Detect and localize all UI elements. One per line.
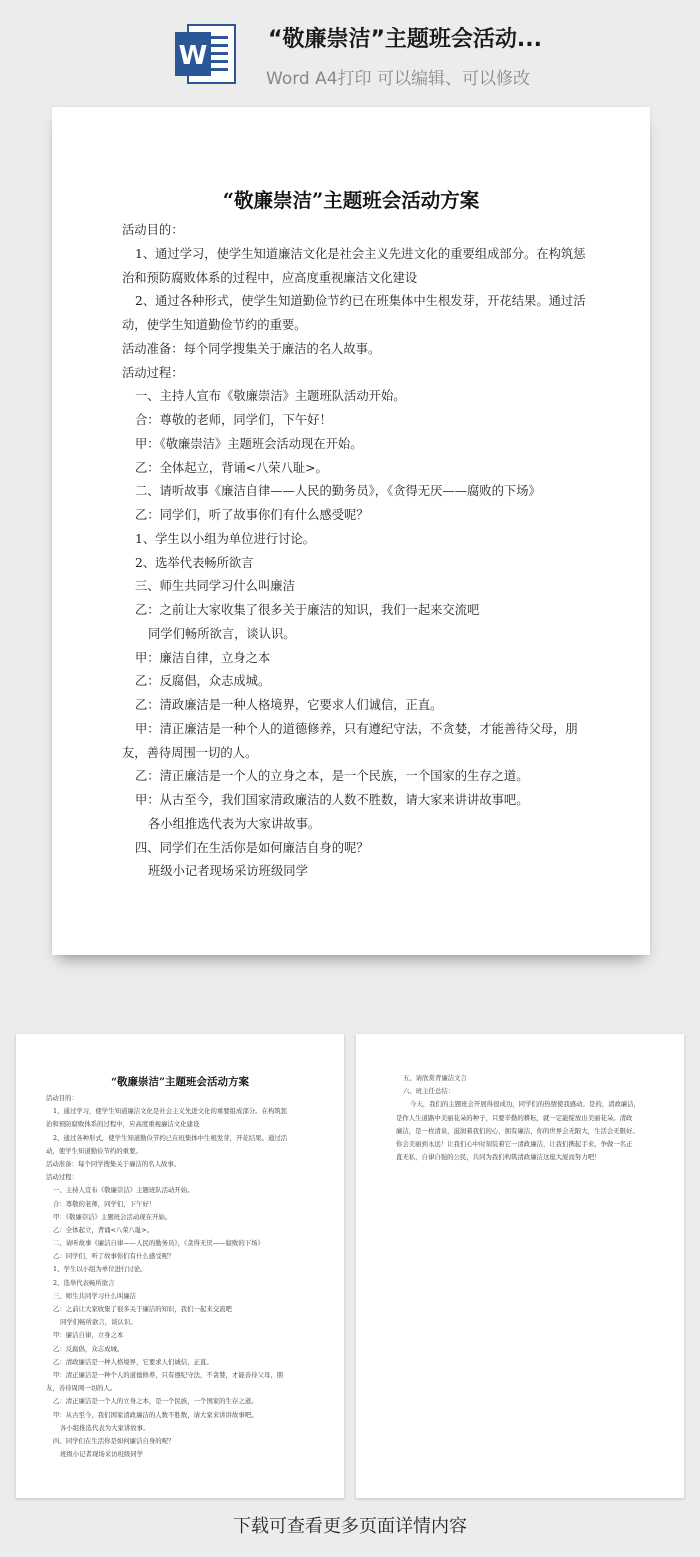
paragraph-line: 乙：同学们，听了故事你们有什么感受呢？: [135, 508, 369, 522]
thumbnail-line: 你会美丽到永远！让我们心中时刻装着它一清政廉洁，让我们携起手来，争做一名正: [396, 1139, 633, 1148]
thumbnail-line: 乙：清政廉洁是一种人格境界，它要求人们诚信，正直。: [53, 1357, 213, 1366]
paragraph-line: 合：尊敬的老师，同学们，下午好！: [135, 413, 332, 427]
thumbnail-line: 今天，我们的主题班会开展得很成功，同学们的热情使我感动。是的，清政廉洁，: [410, 1100, 641, 1109]
paragraph-line: 2、选举代表畅所欲言: [135, 555, 254, 570]
paragraph-line: 同学们畅所欲言，谈认识。: [148, 626, 296, 641]
paragraph-line: 动，使学生知道勤俭节约的重要。: [122, 318, 307, 332]
thumbnail-line: 廉洁，是一枚清泉，滋润着我们的心，拥有廉洁，你的世界会无限大，生活会无限好。: [396, 1126, 639, 1135]
document-title: “敬廉崇洁”主题班会活动...: [268, 27, 542, 52]
header: [0, 0, 700, 100]
document-subtitle: Word A4打印 可以编辑、可以修改: [266, 69, 530, 89]
thumbnail-line: 一、主持人宣布《敬廉崇洁》主题班队活动开始。: [53, 1186, 194, 1195]
paragraph-line: 乙：之前让大家收集了很多关于廉洁的知识，我们一起来交流吧: [135, 603, 480, 617]
paragraph-line: 乙：全体起立，背诵<八荣八耻>。: [135, 460, 328, 475]
paragraph-line: 甲：《敬廉崇洁》主题班会活动现在开始。: [135, 436, 363, 451]
paragraph-line: 班级小记者现场采访班级同学: [148, 864, 308, 879]
thumbnail-line: 活动目的：: [46, 1094, 78, 1102]
paragraph-line: 治和预防腐败体系的过程中，应高度重视廉洁文化建设: [122, 270, 418, 285]
thumbnail-line: 乙：清正廉洁是一个人的立身之本，是一个民族，一个国家的生存之道。: [53, 1397, 258, 1406]
thumbnail-line: 二、请听故事《廉洁自律——人民的勤务员》，《贪得无厌——腐败的下场》: [53, 1239, 264, 1248]
page-body: [122, 219, 592, 884]
thumbnail-line: 治和预防腐败体系的过程中，应高度重视廉洁文化建设: [46, 1120, 200, 1129]
thumbnail-line: 同学们畅所欲言，谈认识。: [60, 1318, 137, 1327]
thumbnail-body: [46, 1092, 321, 1461]
thumbnail-line: 甲：廉洁自律，立身之本: [53, 1331, 124, 1340]
download-more-link[interactable]: 下载可查看更多页面详情内容: [233, 1516, 467, 1537]
thumbnail-line: 2、通过各种形式，使学生知道勤俭节约已在班集体中生根发芽，开花结果。通过活: [53, 1133, 288, 1142]
thumbnail-line: 直无私，自律自强的公民，共同为我们构筑清政廉洁这座大厦而努力吧！: [396, 1153, 601, 1162]
thumbnail-line: 各小组推选代表为大家讲故事。: [60, 1423, 150, 1432]
page-thumbnail-1[interactable]: [16, 1034, 344, 1498]
paragraph-line: 三、师生共同学习什么叫廉洁: [135, 579, 295, 594]
paragraph-line: 活动目的：: [122, 223, 184, 237]
word-doc-icon: [174, 22, 238, 86]
paragraph-line: 各小组推选代表为大家讲故事。: [148, 816, 321, 831]
paragraph-line: 甲：清正廉洁是一种个人的道德修养，只有遵纪守法，不贪婪，才能善待父母，朋: [135, 721, 578, 736]
thumbnail-line: 乙：之前让大家收集了很多关于廉洁的知识，我们一起来交流吧: [53, 1305, 232, 1313]
thumbnail-line: 六、班主任总结：: [403, 1087, 455, 1096]
word-icon-letter: W: [178, 41, 208, 71]
thumbnail-line: 乙：同学们，听了故事你们有什么感受呢？: [53, 1252, 175, 1261]
thumbnail-line: 班级小记者现场采访班级同学: [60, 1450, 144, 1459]
thumbnail-line: 四、同学们在生活你是如何廉洁自身的呢？: [53, 1436, 175, 1445]
paragraph-line: 四、同学们在生活你是如何廉洁自身的呢？: [135, 840, 369, 855]
thumbnail-line: 甲：从古至今，我们国家清政廉洁的人数不胜数，请大家来讲讲故事吧。: [53, 1410, 258, 1419]
thumbnail-line: 1、学生以小组为单位进行讨论。: [53, 1265, 147, 1274]
paragraph-line: 友，善待周围一切的人。: [122, 745, 258, 760]
thumbnail-line: 甲：《敬廉崇洁》主题班会活动现在开始。: [53, 1212, 172, 1221]
page-title: “敬廉崇洁”主题班会活动方案: [222, 189, 480, 212]
paragraph-line: 1、通过学习，使学生知道廉洁文化是社会主义先进文化的重要组成部分。在构筑惩: [135, 246, 586, 261]
paragraph-line: 甲：廉洁自律，立身之本: [135, 650, 271, 665]
paragraph-line: 1、学生以小组为单位进行讨论。: [135, 531, 315, 546]
paragraph-line: 活动准备：每个同学搜集关于廉洁的名人故事。: [122, 341, 381, 356]
thumbnail-body: [396, 1072, 661, 1164]
thumbnail-line: 合：尊敬的老师，同学们，下午好！: [53, 1199, 156, 1208]
thumbnail-line: 友，善待周围一切的人。: [46, 1384, 117, 1393]
thumbnail-line: 活动准备：每个同学搜集关于廉洁的名人故事。: [46, 1159, 181, 1168]
page-thumbnail-2[interactable]: [356, 1034, 684, 1498]
paragraph-line: 活动过程：: [122, 365, 184, 380]
thumbnail-line: 活动过程：: [46, 1173, 78, 1182]
paragraph-line: 乙：反腐倡，众志成城。: [135, 674, 271, 689]
paragraph-line: 一、主持人宣布《敬廉崇洁》主题班队活动开始。: [135, 389, 406, 404]
thumbnail-line: 1、通过学习，使学生知道廉洁文化是社会主义先进文化的重要组成部分。在构筑惩: [53, 1107, 288, 1116]
thumbnail-line: 甲：清正廉洁是一种个人的道德修养，只有遵纪守法，不贪婪，才能善待父母，朋: [53, 1370, 284, 1379]
thumbnail-line: 乙：反腐倡，众志成城。: [53, 1344, 124, 1353]
paragraph-line: 乙：清正廉洁是一个人的立身之本，是一个民族，一个国家的生存之道。: [135, 769, 529, 784]
thumbnail-line: 五、请欣赏背廉洁文言: [403, 1074, 467, 1082]
document-page-preview: [52, 107, 650, 955]
paragraph-line: 二、请听故事《廉洁自律——人民的勤务员》，《贪得无厌——腐败的下场》: [135, 484, 541, 499]
thumbnail-line: 2、选举代表畅所欲言: [53, 1278, 115, 1287]
thumbnail-line: 动，使学生知道勤俭节约的重要。: [46, 1146, 142, 1155]
thumbnail-line: 乙：全体起立，背诵<八荣八耻>。: [53, 1225, 154, 1234]
paragraph-line: 甲：从古至今，我们国家清政廉洁的人数不胜数，请大家来讲讲故事吧。: [135, 793, 529, 807]
paragraph-line: 2、通过各种形式，使学生知道勤俭节约已在班集体中生根发芽，开花结果。通过活: [135, 294, 586, 309]
thumbnail-line: 是作人生道路中美丽花朵的种子，只要辛勤的耕耘，就一定能绽放出美丽花朵。清政: [396, 1113, 633, 1122]
paragraph-line: 乙：清政廉洁是一种人格境界，它要求人们诚信，正直。: [135, 698, 443, 712]
thumbnail-title: “敬廉崇洁”主题班会活动方案: [110, 1076, 250, 1088]
thumbnail-line: 三、师生共同学习什么叫廉洁: [53, 1291, 137, 1300]
